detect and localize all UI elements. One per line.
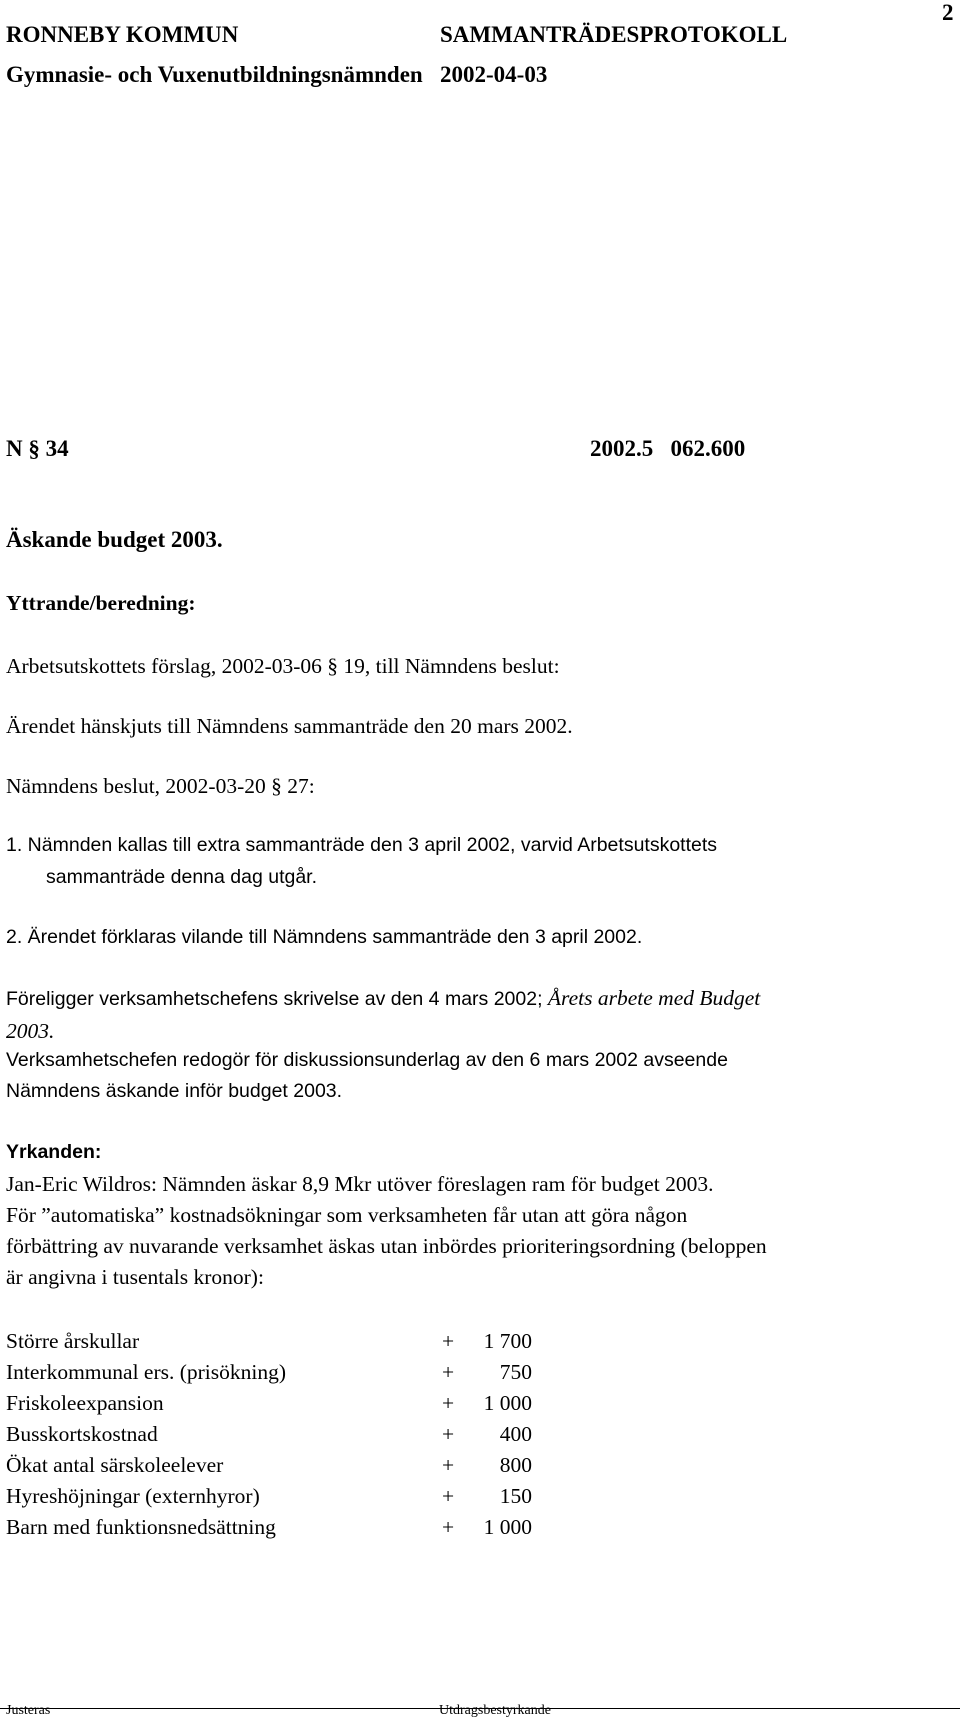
page-number: 2: [942, 0, 954, 25]
board-name: Gymnasie- och Vuxenutbildningsnämnden: [6, 62, 423, 87]
municipality-name: RONNEBY KOMMUN: [6, 22, 239, 47]
motion-line: är angivna i tusentals kronor):: [6, 1265, 264, 1289]
budget-label: Ökat antal särskoleelever: [6, 1453, 224, 1477]
budget-value: 800: [499, 1453, 532, 1477]
statement-line: Ärendet hänskjuts till Nämndens sammanträde den 20 mars 2002.: [6, 714, 573, 738]
budget-row: [6, 1329, 532, 1359]
budget-row: [6, 1515, 532, 1545]
budget-value: 150: [499, 1484, 532, 1508]
decision-item-1-cont: sammanträde denna dag utgår.: [46, 866, 318, 888]
budget-value: 1 000: [483, 1391, 532, 1415]
case-title: Äskande budget 2003.: [6, 527, 223, 552]
case-number: N § 34: [6, 436, 69, 461]
budget-row: [6, 1453, 532, 1483]
meeting-date: 2002-04-03: [440, 62, 548, 87]
budget-value: 400: [499, 1422, 532, 1446]
paragraph-letter-text: Föreligger verksamhetschefens skrivelse av den 4 mars 2002;: [6, 988, 548, 1010]
budget-sign: +: [442, 1329, 455, 1353]
motion-line: För ”automatiska” kostnadsökningar som verksamheten får utan att göra någon: [6, 1203, 688, 1227]
footer-utdragsbestyrkande: Utdragsbestyrkande: [439, 1703, 551, 1718]
budget-value: 750: [499, 1360, 532, 1384]
budget-label: Busskortskostnad: [6, 1422, 158, 1446]
budget-row: [6, 1422, 532, 1452]
budget-sign: +: [442, 1360, 455, 1384]
budget-row: [6, 1391, 532, 1421]
budget-row: [6, 1360, 532, 1390]
budget-value: 1 000: [483, 1515, 532, 1539]
budget-sign: +: [442, 1453, 455, 1477]
paragraph-report-cont: Nämndens äskande inför budget 2003.: [6, 1080, 343, 1102]
motions-heading: Yrkanden:: [6, 1141, 102, 1163]
statement-heading: Yttrande/beredning:: [6, 591, 196, 615]
budget-sign: +: [442, 1422, 455, 1446]
footer-justeras: Justeras: [6, 1703, 51, 1718]
case-reference: 2002.5 062.600: [590, 436, 746, 461]
budget-label: Friskoleexpansion: [6, 1391, 164, 1415]
budget-sign: +: [442, 1484, 455, 1508]
decision-item-2: 2. Ärendet förklaras vilande till Nämndens sammanträde den 3 april 2002.: [6, 926, 643, 948]
budget-label: Större årskullar: [6, 1329, 140, 1353]
statement-line: Nämndens beslut, 2002-03-20 § 27:: [6, 774, 315, 798]
budget-row: [6, 1484, 532, 1514]
paragraph-letter-title: Årets arbete med Budget: [547, 986, 761, 1010]
statement-line: Arbetsutskottets förslag, 2002-03-06 § 19, till Nämndens beslut:: [6, 654, 560, 678]
budget-value: 1 700: [483, 1329, 532, 1353]
document-type: SAMMANTRÄDESPROTOKOLL: [440, 22, 788, 47]
paragraph-report: Verksamhetschefen redogör för diskussionsunderlag av den 6 mars 2002 avseende: [6, 1049, 728, 1071]
motion-line: förbättring av nuvarande verksamhet äskas utan inbördes prioriteringsordning (beloppen: [6, 1234, 767, 1258]
budget-sign: +: [442, 1391, 455, 1415]
paragraph-letter-title-cont: 2003.: [6, 1019, 55, 1043]
budget-label: Barn med funktionsnedsättning: [6, 1515, 276, 1539]
paragraph-letter: [6, 986, 760, 1011]
decision-item-1: 1. Nämnden kallas till extra sammanträde den 3 april 2002, varvid Arbetsutskottets: [6, 834, 718, 856]
budget-sign: +: [442, 1515, 455, 1539]
budget-label: Hyreshöjningar (externhyror): [6, 1484, 260, 1508]
budget-label: Interkommunal ers. (prisökning): [6, 1360, 287, 1384]
motion-line: Jan-Eric Wildros: Nämnden äskar 8,9 Mkr utöver föreslagen ram för budget 2003.: [6, 1172, 714, 1196]
